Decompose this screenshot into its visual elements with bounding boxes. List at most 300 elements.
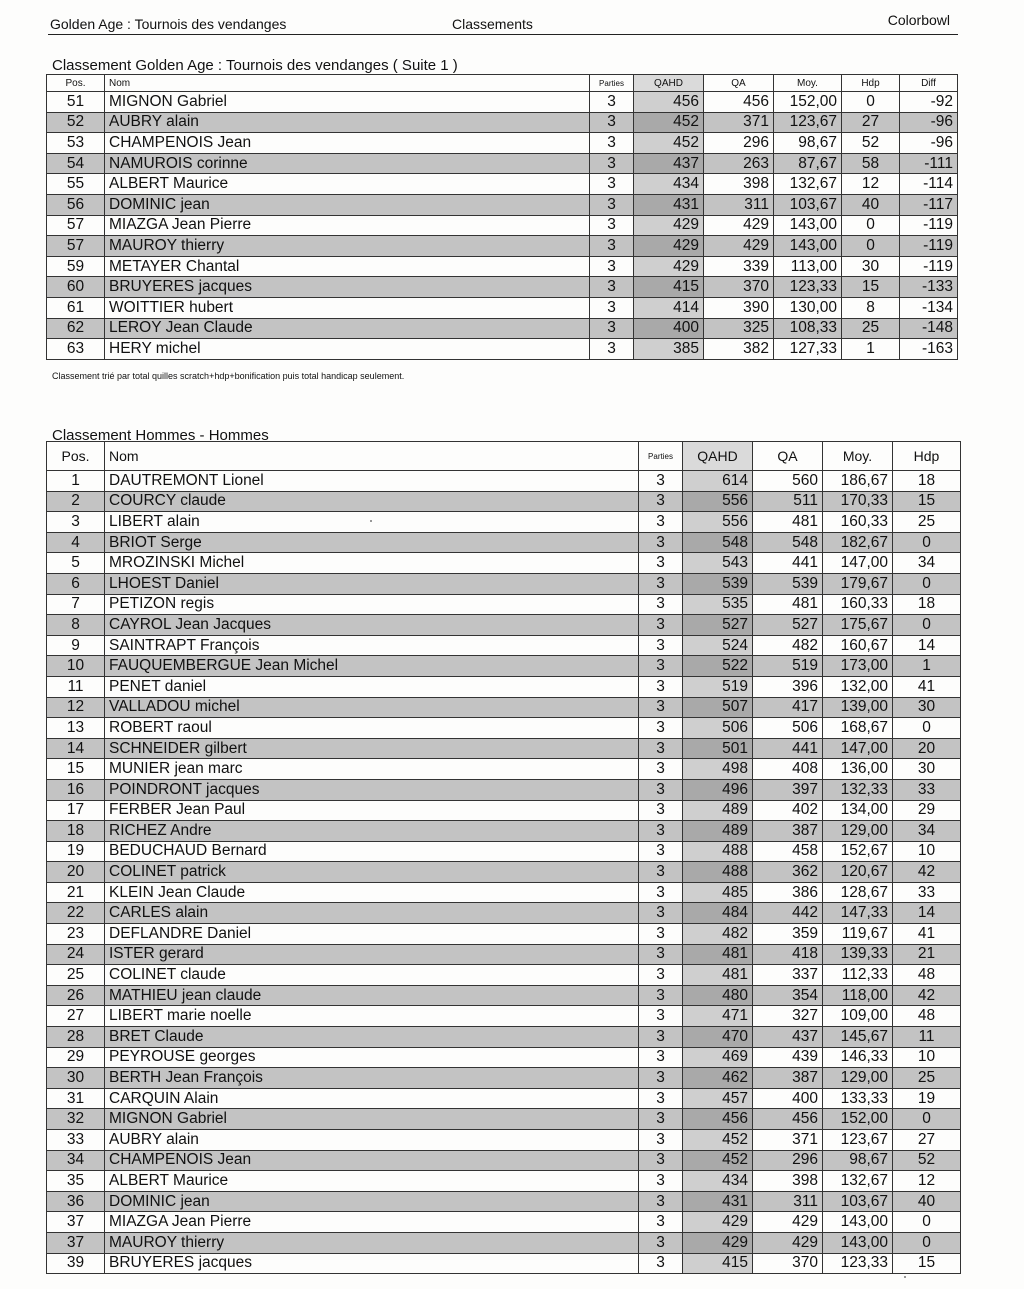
cell-qahd: 527	[683, 615, 753, 636]
table-row	[47, 697, 961, 718]
cell-pos: 29	[47, 1047, 105, 1068]
cell-qa: 458	[753, 841, 823, 862]
cell-qahd: 482	[683, 924, 753, 945]
cell-hdp: 25	[842, 318, 900, 339]
cell-qahd: 429	[634, 256, 704, 277]
cell-nom: VALLADOU michel	[105, 697, 639, 718]
cell-nom: AUBRY alain	[105, 1130, 639, 1151]
cell-hdp: 42	[893, 985, 961, 1006]
cell-pos: 18	[47, 821, 105, 842]
cell-parties: 3	[639, 1088, 683, 1109]
cell-moy: 170,33	[823, 491, 893, 512]
cell-nom: PENET daniel	[105, 676, 639, 697]
cell-parties: 3	[639, 615, 683, 636]
cell-parties: 3	[639, 718, 683, 739]
cell-qa: 439	[753, 1047, 823, 1068]
cell-pos: 7	[47, 594, 105, 615]
cell-qa: 296	[753, 1150, 823, 1171]
cell-nom: COLINET patrick	[105, 862, 639, 883]
cell-qa: 548	[753, 532, 823, 553]
cell-parties: 3	[590, 153, 634, 174]
cell-moy: 152,00	[774, 92, 842, 113]
cell-nom: METAYER Chantal	[105, 256, 590, 277]
cell-nom: COLINET claude	[105, 965, 639, 986]
cell-hdp: 0	[893, 718, 961, 739]
cell-nom: MATHIEU jean claude	[105, 985, 639, 1006]
cell-hdp: 10	[893, 841, 961, 862]
cell-nom: ALBERT Maurice	[105, 1171, 639, 1192]
cell-nom: WOITTIER hubert	[105, 297, 590, 318]
table-row	[47, 656, 961, 677]
cell-nom: MROZINSKI Michel	[105, 553, 639, 574]
cell-moy: 103,67	[823, 1191, 893, 1212]
cell-parties: 3	[639, 697, 683, 718]
table-row	[47, 236, 958, 257]
cell-qa: 437	[753, 1027, 823, 1048]
cell-nom: COURCY claude	[105, 491, 639, 512]
cell-pos: 32	[47, 1109, 105, 1130]
cell-parties: 3	[639, 1047, 683, 1068]
cell-hdp: 12	[842, 174, 900, 195]
cell-pos: 24	[47, 944, 105, 965]
cell-diff: -119	[900, 215, 958, 236]
cell-qahd: 522	[683, 656, 753, 677]
cell-qahd: 437	[634, 153, 704, 174]
cell-nom: BRIOT Serge	[105, 532, 639, 553]
header-right-title: Colorbowl	[887, 12, 950, 28]
cell-hdp: 0	[893, 1232, 961, 1253]
table-row	[47, 738, 961, 759]
cell-hdp: 40	[893, 1191, 961, 1212]
cell-diff: -119	[900, 256, 958, 277]
cell-qa: 354	[753, 985, 823, 1006]
cell-parties: 3	[590, 174, 634, 195]
header-nom: Nom	[105, 442, 639, 471]
cell-pos: 26	[47, 985, 105, 1006]
cell-qa: 511	[753, 491, 823, 512]
cell-qa: 442	[753, 903, 823, 924]
cell-qa: 417	[753, 697, 823, 718]
cell-moy: 132,67	[774, 174, 842, 195]
cell-nom: MUNIER jean marc	[105, 759, 639, 780]
cell-nom: SCHNEIDER gilbert	[105, 738, 639, 759]
cell-moy: 130,00	[774, 297, 842, 318]
cell-qa: 311	[704, 194, 774, 215]
cell-qahd: 524	[683, 635, 753, 656]
cell-parties: 3	[639, 924, 683, 945]
cell-qahd: 543	[683, 553, 753, 574]
cell-parties: 3	[639, 1191, 683, 1212]
cell-pos: 37	[47, 1212, 105, 1233]
table-row	[47, 153, 958, 174]
cell-qa: 408	[753, 759, 823, 780]
cell-pos: 12	[47, 697, 105, 718]
cell-qahd: 415	[634, 277, 704, 298]
cell-qa: 418	[753, 944, 823, 965]
page-header	[48, 12, 958, 35]
table-row	[47, 676, 961, 697]
cell-qa: 327	[753, 1006, 823, 1027]
cell-parties: 3	[590, 277, 634, 298]
cell-hdp: 0	[893, 1109, 961, 1130]
table-row	[47, 882, 961, 903]
cell-nom: DEFLANDRE Daniel	[105, 924, 639, 945]
cell-nom: MIGNON Gabriel	[105, 1109, 639, 1130]
cell-qahd: 385	[634, 339, 704, 360]
cell-moy: 152,00	[823, 1109, 893, 1130]
table-row	[47, 491, 961, 512]
cell-pos: 27	[47, 1006, 105, 1027]
header-pos: Pos.	[47, 75, 105, 92]
cell-moy: 103,67	[774, 194, 842, 215]
cell-qa: 325	[704, 318, 774, 339]
cell-nom: SAINTRAPT François	[105, 635, 639, 656]
cell-parties: 3	[639, 779, 683, 800]
cell-moy: 186,67	[823, 471, 893, 492]
cell-hdp: 25	[893, 512, 961, 533]
cell-hdp: 40	[842, 194, 900, 215]
cell-qa: 386	[753, 882, 823, 903]
cell-pos: 56	[47, 194, 105, 215]
cell-qahd: 498	[683, 759, 753, 780]
table-row	[47, 821, 961, 842]
cell-nom: CHAMPENOIS Jean	[105, 1150, 639, 1171]
cell-qahd: 434	[634, 174, 704, 195]
header-nom: Nom	[105, 75, 590, 92]
cell-pos: 23	[47, 924, 105, 945]
cell-moy: 139,33	[823, 944, 893, 965]
cell-hdp: 15	[893, 1253, 961, 1274]
table2-header-row	[47, 442, 961, 471]
cell-hdp: 48	[893, 1006, 961, 1027]
cell-nom: DOMINIC jean	[105, 1191, 639, 1212]
cell-pos: 8	[47, 615, 105, 636]
cell-hdp: 14	[893, 635, 961, 656]
cell-parties: 3	[590, 256, 634, 277]
table-row	[47, 133, 958, 154]
cell-qahd: 489	[683, 800, 753, 821]
cell-parties: 3	[639, 676, 683, 697]
table-row	[47, 92, 958, 113]
cell-qahd: 470	[683, 1027, 753, 1048]
cell-qahd: 452	[683, 1150, 753, 1171]
cell-parties: 3	[639, 1171, 683, 1192]
cell-parties: 3	[590, 236, 634, 257]
cell-pos: 6	[47, 573, 105, 594]
cell-moy: 143,00	[823, 1232, 893, 1253]
cell-nom: MIAZGA Jean Pierre	[105, 1212, 639, 1233]
cell-nom: KLEIN Jean Claude	[105, 882, 639, 903]
cell-pos: 5	[47, 553, 105, 574]
cell-pos: 54	[47, 153, 105, 174]
cell-qa: 539	[753, 573, 823, 594]
cell-pos: 34	[47, 1150, 105, 1171]
table-row	[47, 1232, 961, 1253]
cell-parties: 3	[639, 656, 683, 677]
cell-qahd: 556	[683, 491, 753, 512]
cell-hdp: 34	[893, 821, 961, 842]
cell-hdp: 48	[893, 965, 961, 986]
cell-qa: 362	[753, 862, 823, 883]
cell-hdp: 42	[893, 862, 961, 883]
table-row	[47, 903, 961, 924]
cell-parties: 3	[639, 1006, 683, 1027]
cell-parties: 3	[590, 112, 634, 133]
cell-nom: POINDRONT jacques	[105, 779, 639, 800]
cell-nom: FAUQUEMBERGUE Jean Michel	[105, 656, 639, 677]
cell-hdp: 12	[893, 1171, 961, 1192]
cell-qa: 398	[753, 1171, 823, 1192]
table-row	[47, 339, 958, 360]
cell-pos: 61	[47, 297, 105, 318]
cell-parties: 3	[639, 1109, 683, 1130]
cell-moy: 123,67	[823, 1130, 893, 1151]
cell-qahd: 481	[683, 965, 753, 986]
table-row	[47, 924, 961, 945]
cell-qa: 382	[704, 339, 774, 360]
table-row	[47, 1006, 961, 1027]
golden-age-ranking-table	[46, 74, 958, 360]
cell-diff: -117	[900, 194, 958, 215]
cell-parties: 3	[639, 841, 683, 862]
cell-hdp: 1	[842, 339, 900, 360]
cell-parties: 3	[639, 1212, 683, 1233]
scan-speck	[904, 1276, 906, 1278]
cell-qa: 429	[753, 1232, 823, 1253]
table-row	[47, 635, 961, 656]
cell-nom: FERBER Jean Paul	[105, 800, 639, 821]
cell-qahd: 462	[683, 1068, 753, 1089]
cell-qa: 456	[753, 1109, 823, 1130]
cell-nom: BERTH Jean François	[105, 1068, 639, 1089]
cell-nom: RICHEZ Andre	[105, 821, 639, 842]
header-qa: QA	[704, 75, 774, 92]
cell-parties: 3	[639, 738, 683, 759]
cell-moy: 132,67	[823, 1171, 893, 1192]
scan-speck	[370, 520, 372, 522]
cell-hdp: 10	[893, 1047, 961, 1068]
cell-nom: HERY michel	[105, 339, 590, 360]
cell-qahd: 548	[683, 532, 753, 553]
header-qa: QA	[753, 442, 823, 471]
cell-qahd: 488	[683, 862, 753, 883]
cell-moy: 128,67	[823, 882, 893, 903]
cell-moy: 112,33	[823, 965, 893, 986]
table1-caption: Classement Golden Age : Tournois des vendanges ( Suite 1 )	[52, 57, 458, 74]
cell-moy: 168,67	[823, 718, 893, 739]
header-moy: Moy.	[823, 442, 893, 471]
cell-qahd: 488	[683, 841, 753, 862]
cell-pos: 52	[47, 112, 105, 133]
table-row	[47, 779, 961, 800]
cell-qahd: 489	[683, 821, 753, 842]
cell-diff: -111	[900, 153, 958, 174]
cell-diff: -134	[900, 297, 958, 318]
cell-qahd: 415	[683, 1253, 753, 1274]
cell-nom: NAMUROIS corinne	[105, 153, 590, 174]
cell-qahd: 469	[683, 1047, 753, 1068]
cell-moy: 173,00	[823, 656, 893, 677]
cell-pos: 19	[47, 841, 105, 862]
cell-pos: 14	[47, 738, 105, 759]
cell-hdp: 52	[842, 133, 900, 154]
cell-nom: DOMINIC jean	[105, 194, 590, 215]
table-row	[47, 1212, 961, 1233]
header-diff: Diff	[900, 75, 958, 92]
header-pos: Pos.	[47, 442, 105, 471]
cell-pos: 30	[47, 1068, 105, 1089]
cell-pos: 60	[47, 277, 105, 298]
cell-qahd: 519	[683, 676, 753, 697]
cell-parties: 3	[639, 821, 683, 842]
header-hdp: Hdp	[893, 442, 961, 471]
cell-hdp: 0	[893, 573, 961, 594]
cell-parties: 3	[639, 1232, 683, 1253]
cell-qahd: 535	[683, 594, 753, 615]
cell-pos: 31	[47, 1088, 105, 1109]
cell-nom: BEDUCHAUD Bernard	[105, 841, 639, 862]
cell-diff: -96	[900, 133, 958, 154]
cell-qahd: 414	[634, 297, 704, 318]
table-row	[47, 1253, 961, 1274]
cell-qahd: 431	[634, 194, 704, 215]
cell-hdp: 34	[893, 553, 961, 574]
cell-moy: 98,67	[774, 133, 842, 154]
cell-qahd: 614	[683, 471, 753, 492]
cell-pos: 28	[47, 1027, 105, 1048]
cell-parties: 3	[639, 1068, 683, 1089]
cell-moy: 152,67	[823, 841, 893, 862]
cell-qahd: 481	[683, 944, 753, 965]
cell-hdp: 33	[893, 779, 961, 800]
cell-qa: 398	[704, 174, 774, 195]
cell-pos: 33	[47, 1130, 105, 1151]
cell-pos: 35	[47, 1171, 105, 1192]
cell-parties: 3	[639, 882, 683, 903]
table-row	[47, 944, 961, 965]
cell-parties: 3	[639, 944, 683, 965]
cell-qahd: 434	[683, 1171, 753, 1192]
cell-nom: CARLES alain	[105, 903, 639, 924]
cell-moy: 139,00	[823, 697, 893, 718]
cell-qa: 396	[753, 676, 823, 697]
cell-pos: 36	[47, 1191, 105, 1212]
cell-diff: -133	[900, 277, 958, 298]
cell-diff: -92	[900, 92, 958, 113]
table-row	[47, 615, 961, 636]
cell-hdp: 19	[893, 1088, 961, 1109]
cell-hdp: 0	[893, 615, 961, 636]
table-row	[47, 277, 958, 298]
table-row	[47, 256, 958, 277]
cell-moy: 129,00	[823, 1068, 893, 1089]
cell-moy: 108,33	[774, 318, 842, 339]
table-row	[47, 194, 958, 215]
cell-moy: 134,00	[823, 800, 893, 821]
cell-parties: 3	[639, 491, 683, 512]
cell-qa: 371	[704, 112, 774, 133]
cell-nom: LEROY Jean Claude	[105, 318, 590, 339]
table-row	[47, 594, 961, 615]
cell-nom: PETIZON regis	[105, 594, 639, 615]
cell-nom: MIAZGA Jean Pierre	[105, 215, 590, 236]
cell-parties: 3	[639, 553, 683, 574]
table-row	[47, 965, 961, 986]
cell-qahd: 539	[683, 573, 753, 594]
cell-moy: 123,67	[774, 112, 842, 133]
table-row	[47, 1191, 961, 1212]
cell-pos: 17	[47, 800, 105, 821]
cell-moy: 160,33	[823, 512, 893, 533]
cell-moy: 143,00	[774, 236, 842, 257]
cell-qa: 456	[704, 92, 774, 113]
table-row	[47, 862, 961, 883]
table-row	[47, 174, 958, 195]
cell-hdp: 52	[893, 1150, 961, 1171]
table-row	[47, 112, 958, 133]
cell-pos: 16	[47, 779, 105, 800]
cell-hdp: 27	[842, 112, 900, 133]
cell-nom: ISTER gerard	[105, 944, 639, 965]
table-row	[47, 841, 961, 862]
cell-parties: 3	[590, 215, 634, 236]
cell-qahd: 501	[683, 738, 753, 759]
cell-moy: 179,67	[823, 573, 893, 594]
cell-parties: 3	[639, 635, 683, 656]
header-left-title: Golden Age : Tournois des vendanges	[50, 16, 287, 32]
cell-moy: 182,67	[823, 532, 893, 553]
cell-moy: 136,00	[823, 759, 893, 780]
cell-nom: BRET Claude	[105, 1027, 639, 1048]
cell-moy: 123,33	[774, 277, 842, 298]
cell-hdp: 0	[842, 236, 900, 257]
cell-diff: -148	[900, 318, 958, 339]
cell-pos: 51	[47, 92, 105, 113]
cell-hdp: 14	[893, 903, 961, 924]
table-row	[47, 1027, 961, 1048]
table-row	[47, 512, 961, 533]
cell-nom: ROBERT raoul	[105, 718, 639, 739]
cell-moy: 113,00	[774, 256, 842, 277]
cell-pos: 39	[47, 1253, 105, 1274]
header-qahd: QAHD	[634, 75, 704, 92]
header-parties: Parties	[639, 442, 683, 471]
cell-qahd: 429	[634, 215, 704, 236]
cell-hdp: 0	[893, 1212, 961, 1233]
table1-footnote: Classement trié par total quilles scratch+hdp+bonification puis total handicap seulement.	[52, 371, 405, 381]
cell-pos: 62	[47, 318, 105, 339]
cell-pos: 25	[47, 965, 105, 986]
cell-qahd: 556	[683, 512, 753, 533]
header-moy: Moy.	[774, 75, 842, 92]
cell-qa: 263	[704, 153, 774, 174]
cell-hdp: 30	[893, 759, 961, 780]
cell-qahd: 429	[683, 1212, 753, 1233]
cell-hdp: 15	[842, 277, 900, 298]
cell-pos: 3	[47, 512, 105, 533]
cell-moy: 143,00	[774, 215, 842, 236]
header-hdp: Hdp	[842, 75, 900, 92]
cell-nom: ALBERT Maurice	[105, 174, 590, 195]
cell-qa: 387	[753, 1068, 823, 1089]
cell-hdp: 1	[893, 656, 961, 677]
cell-hdp: 18	[893, 471, 961, 492]
cell-qahd: 431	[683, 1191, 753, 1212]
cell-nom: BRUYERES jacques	[105, 277, 590, 298]
table-row	[47, 1109, 961, 1130]
cell-qahd: 452	[634, 133, 704, 154]
table-row	[47, 718, 961, 739]
